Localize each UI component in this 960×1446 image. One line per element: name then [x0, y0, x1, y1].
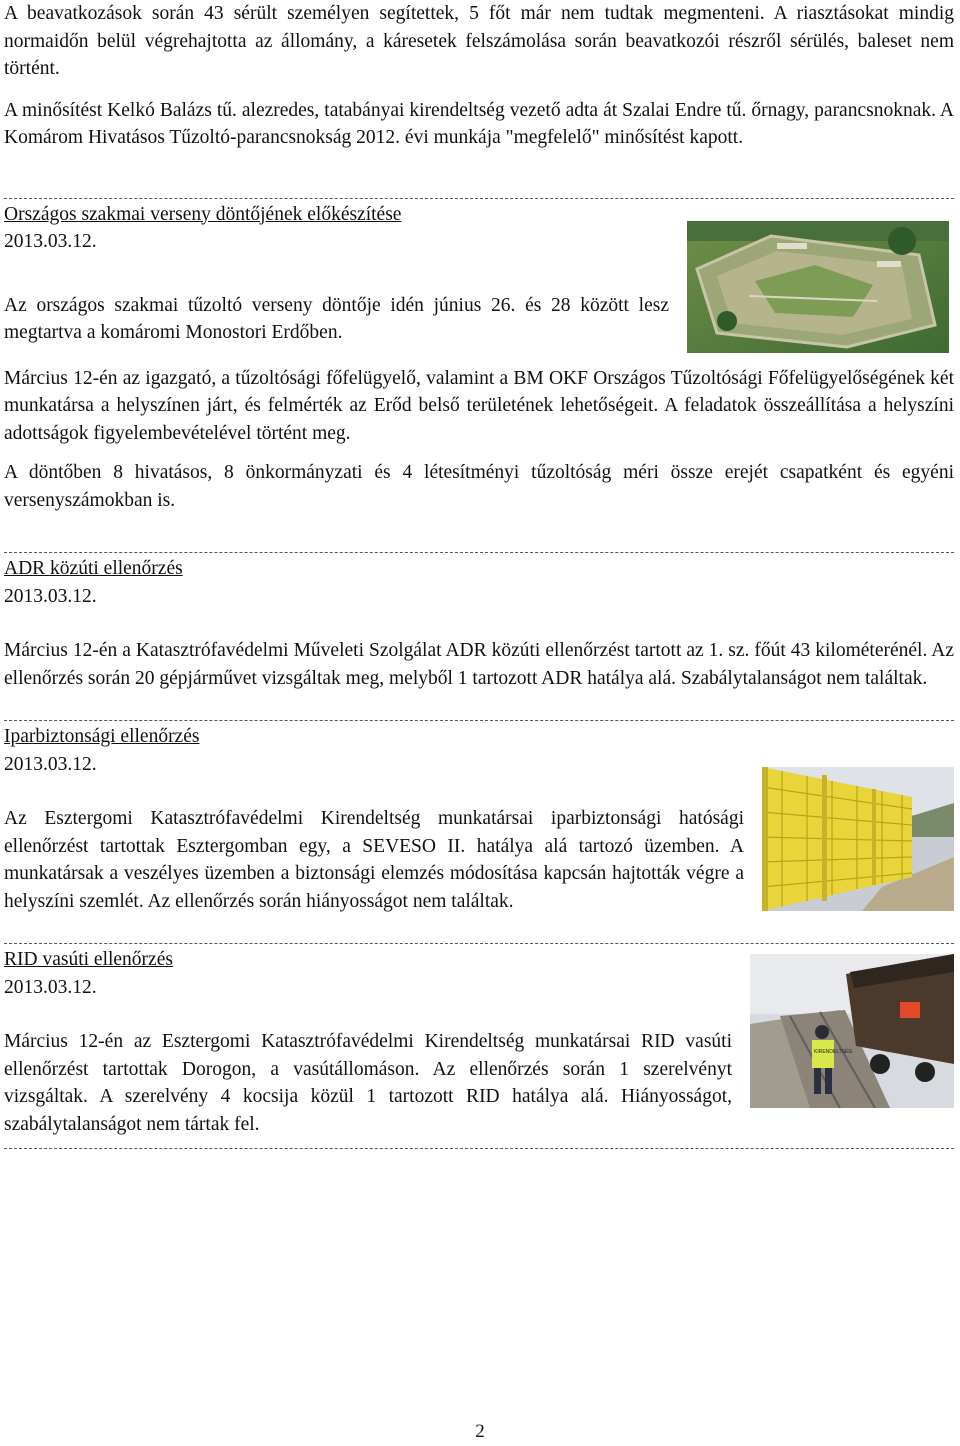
- intro-section: [4, 0, 954, 152]
- article-date: 2013.03.12.: [4, 976, 97, 998]
- article-title[interactable]: ADR közúti ellenőrzés: [4, 558, 183, 579]
- article-adr: [4, 553, 954, 692]
- article-date: 2013.03.12.: [4, 231, 97, 252]
- article-rid: [4, 944, 954, 1138]
- article-paragraph: Az országos szakmai tűzoltó verseny döntője idén június 26. és 28 között lesz megtartva a komáromi Monostori Erdőben.: [4, 294, 669, 343]
- fortress-aerial-photo: [687, 221, 949, 353]
- article-verseny: [4, 199, 954, 515]
- article-date: 2013.03.12.: [4, 753, 97, 775]
- article-paragraph: Az Esztergomi Katasztrófavédelmi Kirendeltség munkatársai iparbiztonsági hatósági ellenőrzést tartottak Esztergomban egy, a SEVESO II. hatálya alá tartozó üzemben. A munkatársak a veszélyes üzemben a biztonsági elemzés módosítása kapcsán hajtották végre a helyszíni szemlét. Az ellenőrzés során hiányosságot nem találtak.: [4, 808, 744, 912]
- article-iparbiztonsag: [4, 721, 954, 915]
- article-paragraph: A döntőben 8 hivatásos, 8 önkormányzati és 4 létesítményi tűzoltóság méri össze erejét csapatként és egyéni versenyszámokban is.: [4, 462, 954, 511]
- article-paragraph: Március 12-én az igazgató, a tűzoltósági főfelügyelő, valamint a BM OKF Országos Tűzoltósági Főfelügyelőségének két munkatársa a helyszínen járt, és felmérték az Erőd belső területének lehetőségeit. A feladatok összeállítása a helyszíni adottságok figyelembevételével történt meg.: [4, 367, 954, 444]
- document-page: [4, 0, 954, 1149]
- intro-paragraph-1: A beavatkozások során 43 sérült személyen segítettek, 5 főt már nem tudtak megmenteni. A riasztásokat mindig normaidőn belül végrehajtotta az állomány, a káresetek felszámolása során beavatkozói részről sérülés, baleset nem történt.: [4, 3, 954, 79]
- yellow-fence-photo: [762, 767, 954, 911]
- section-divider: [4, 1148, 954, 1149]
- article-title[interactable]: RID vasúti ellenőrzés: [4, 949, 173, 970]
- page-number: 2: [475, 1421, 485, 1442]
- intro-paragraph-2: A minősítést Kelkó Balázs tű. alezredes, tatabányai kirendeltség vezető adta át Szalai Endre tű. őrnagy, parancsnoknak. A Komárom Hivatásos Tűzoltó-parancsnokság 2012. évi munkája "megfelelő" minősítést kapott.: [4, 99, 954, 148]
- vest-text: KIRENDELTSÉG: [814, 1049, 853, 1055]
- railway-inspection-photo: [750, 954, 954, 1108]
- article-title[interactable]: Országos szakmai verseny döntőjének előkészítése: [4, 203, 402, 225]
- article-paragraph: Március 12-én a Katasztrófavédelmi Műveleti Szolgálat ADR közúti ellenőrzést tartott az 1. sz. főút 43 kilométerénél. Az ellenőrzés során 20 gépjárművet vizsgáltak meg, melyből 1 tartozott ADR hatálya alá. Szabálytalanságot nem találtak.: [4, 640, 954, 689]
- article-paragraph: Március 12-én az Esztergomi Katasztrófavédelmi Kirendeltség munkatársai RID vasúti ellenőrzést tartottak Dorogon, a vasútállomáson. Az ellenőrzés során 1 szerelvényt vizsgáltak. A szerelvény 4 kocsija közül 1 tartozott RID hatálya alá. Hiányosságot, szabálytalanságot nem tártak fel.: [4, 1031, 732, 1135]
- article-date: 2013.03.12.: [4, 585, 97, 607]
- article-title[interactable]: Iparbiztonsági ellenőrzés: [4, 726, 200, 747]
